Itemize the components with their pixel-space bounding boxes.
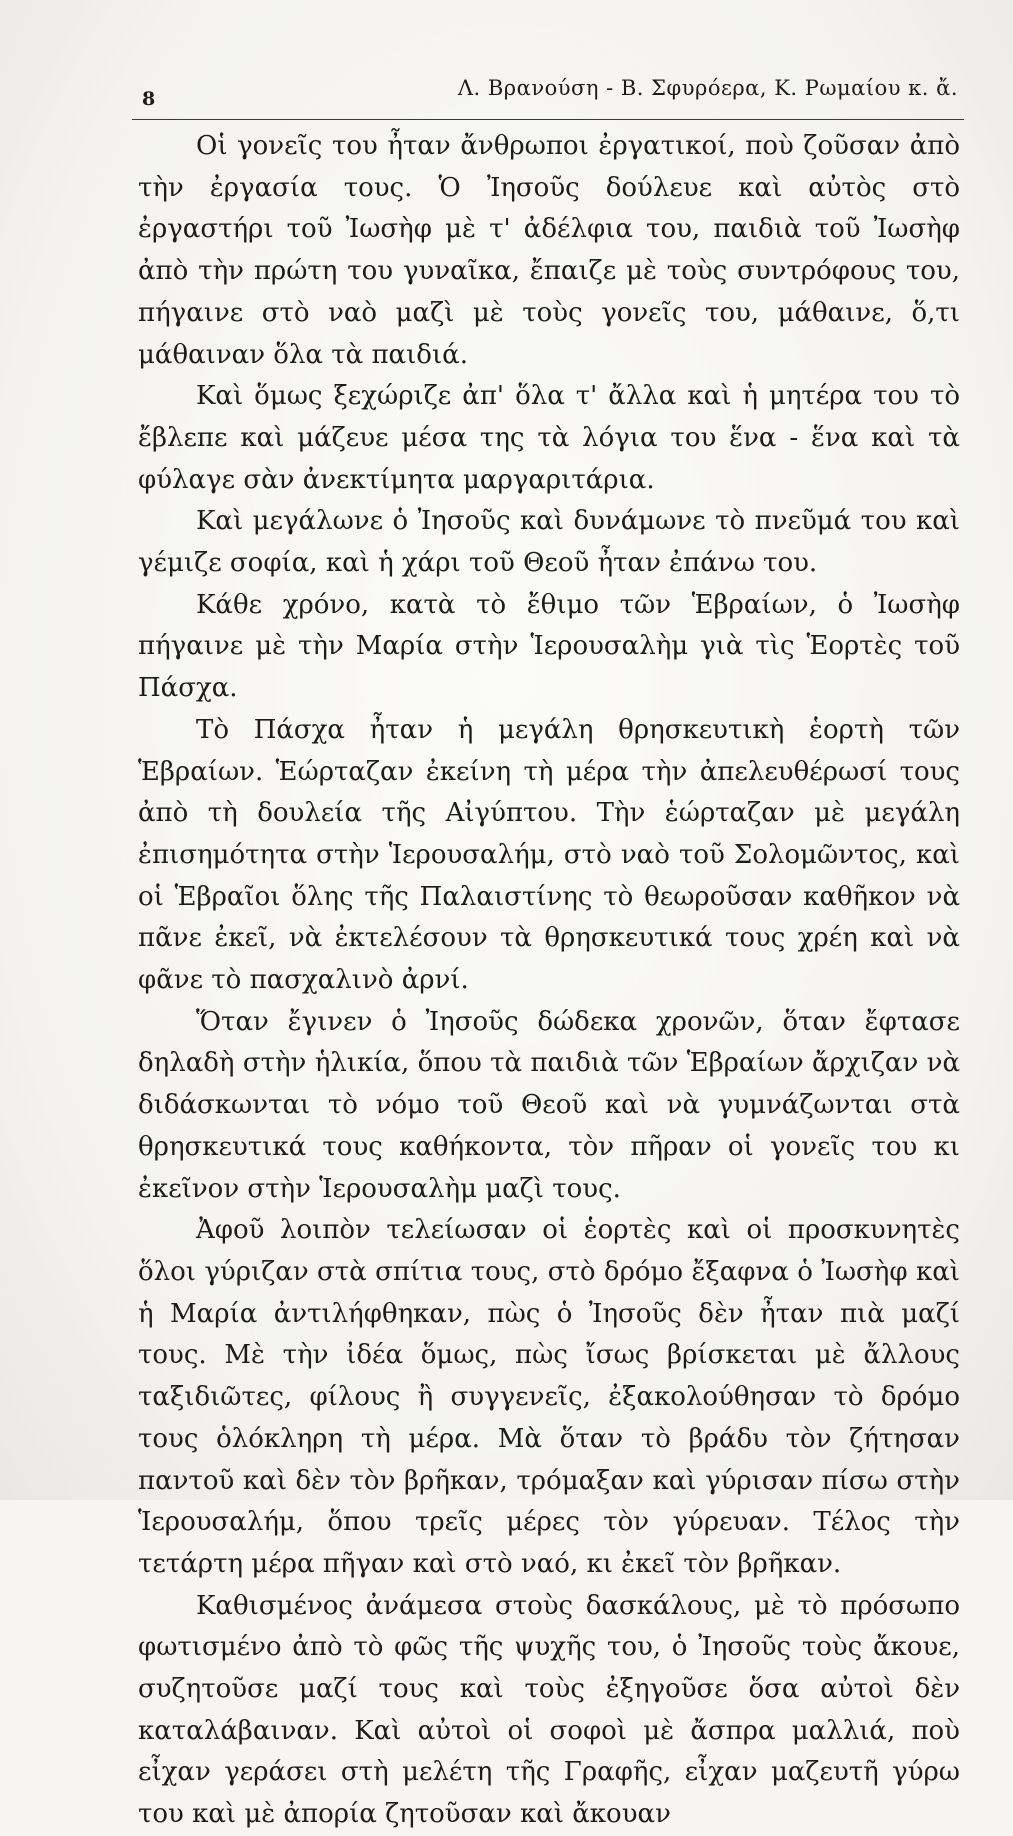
paragraph: Καθισμένος ἀνάμεσα στοὺς δασκάλους, μὲ τὸ πρόσωπο φωτισμένο ἀπὸ τὸ φῶς τῆς ψυχῆς του, ὁ Ἰησοῦς τοὺς ἄκουε, συζητοῦσε μαζί τους καὶ τοὺς ἐξηγοῦσε ὅσα αὐτοὶ δὲν καταλάβαιναν. Καὶ αὐτοὶ οἱ σοφοὶ μὲ ἄσπρα μαλλιά, ποὺ εἶχαν γεράσει στὴ μελέτη τῆς Γραφῆς, εἶχαν μαζευτῆ γύρω του καὶ μὲ ἀπορία ζητοῦσαν καὶ ἄκουαν [138,1590,960,1830]
page-header [140,74,962,108]
paragraph: Κάθε χρόνο, κατὰ τὸ ἔθιμο τῶν Ἑβραίων, ὁ Ἰωσὴφ πήγαινε μὲ τὴν Μαρία στὴν Ἱερουσαλὴμ γιὰ τὶς Ἑορτὲς τοῦ Πάσχα. [138,589,960,704]
paragraph: Τὸ Πάσχα ἦταν ἡ μεγάλη θρησκευτικὴ ἑορτὴ τῶν Ἑβραίων. Ἑώρταζαν ἐκείνη τὴ μέρα τὴν ἀπελευθέρωσί τους ἀπὸ τὴ δουλεία τῆς Αἰγύπτου. Τὴν ἑώρταζαν μὲ μεγάλη ἐπισημότητα στὴν Ἱερουσαλήμ, στὸ ναὸ τοῦ Σολομῶντος, καὶ οἱ Ἑβραῖοι ὅλης τῆς Παλαιστίνης τὸ θεωροῦσαν καθῆκον νὰ πᾶνε ἐκεῖ, νὰ ἐκτελέσουν τὰ θρησκευτικά τους χρέη καὶ νὰ φᾶνε τὸ πασχαλινὸ ἀρνί. [138,714,960,996]
header-rule [132,119,964,120]
paragraph: Ὅταν ἔγινεν ὁ Ἰησοῦς δώδεκα χρονῶν, ὅταν ἔφτασε δηλαδὴ στὴν ἡλικία, ὅπου τὰ παιδιὰ τῶν Ἑβραίων ἄρχιζαν νὰ διδάσκωνται τὸ νόμο τοῦ Θεοῦ καὶ νὰ γυμνάζωνται στὰ θρησκευτικά τους καθήκοντα, τὸν πῆραν οἱ γονεῖς του κι ἐκεῖνον στὴν Ἱερουσαλὴμ μαζὶ τους. [138,1006,960,1204]
page-number: 8 [142,88,156,110]
running-head: Λ. Βρανούση - Β. Σφυρόερα, Κ. Ρωμαίου κ. ἄ. [457,76,958,100]
paragraph: Καὶ μεγάλωνε ὁ Ἰησοῦς καὶ δυνάμωνε τὸ πνεῦμά του καὶ γέμιζε σοφία, καὶ ἡ χάρι τοῦ Θεοῦ ἦταν ἐπάνω του. [138,506,960,579]
body-text [138,126,960,1836]
paragraph: Ἀφοῦ λοιπὸν τελείωσαν οἱ ἑορτὲς καὶ οἱ προσκυνητὲς ὅλοι γύριζαν στὰ σπίτια τους, στὸ δρόμο ἔξαφνα ὁ Ἰωσὴφ καὶ ἡ Μαρία ἀντιλήφθηκαν, πὼς ὁ Ἰησοῦς δὲν ἦταν πιὰ μαζί τους. Μὲ τὴν ἰδέα ὅμως, πὼς ἴσως βρίσκεται μὲ ἄλλους ταξιδιῶτες, φίλους ἢ συγγενεῖς, ἐξακολούθησαν τὸ δρόμο τους ὁλόκληρη τὴ μέρα. Μὰ ὅταν τὸ βράδυ τὸν ζήτησαν παντοῦ καὶ δὲν τὸν βρῆκαν, τρόμαξαν καὶ γύρισαν πίσω στὴν Ἱερουσαλήμ, ὅπου τρεῖς μέρες τὸν γύρευαν. Τέλος τὴν τετάρτη μέρα πῆγαν καὶ στὸ ναό, κι ἐκεῖ τὸν βρῆκαν. [138,1215,960,1579]
paragraph: Καὶ ὅμως ξεχώριζε ἀπ' ὅλα τ' ἄλλα καὶ ἡ μητέρα του τὸ ἔβλεπε καὶ μάζευε μέσα της τὰ λόγια του ἕνα - ἕνα καὶ τὰ φύλαγε σὰν ἀνεκτίμητα μαργαριτάρια. [138,381,960,495]
paragraph: Οἱ γονεῖς του ἦταν ἄνθρωποι ἐργατικοί, ποὺ ζοῦσαν ἀπὸ τὴν ἐργασία τους. Ὁ Ἰησοῦς δούλευε καὶ αὐτὸς στὸ ἐργαστήρι τοῦ Ἰωσὴφ μὲ τ' ἀδέλφια του, παιδιὰ τοῦ Ἰωσὴφ ἀπὸ τὴν πρώτη του γυναῖκα, ἔπαιζε μὲ τοὺς συντρόφους του, πήγαινε στὸ ναὸ μαζὶ μὲ τοὺς γονεῖς του, μάθαινε, ὅ,τι μάθαιναν ὅλα τὰ παιδιά. [138,131,960,370]
